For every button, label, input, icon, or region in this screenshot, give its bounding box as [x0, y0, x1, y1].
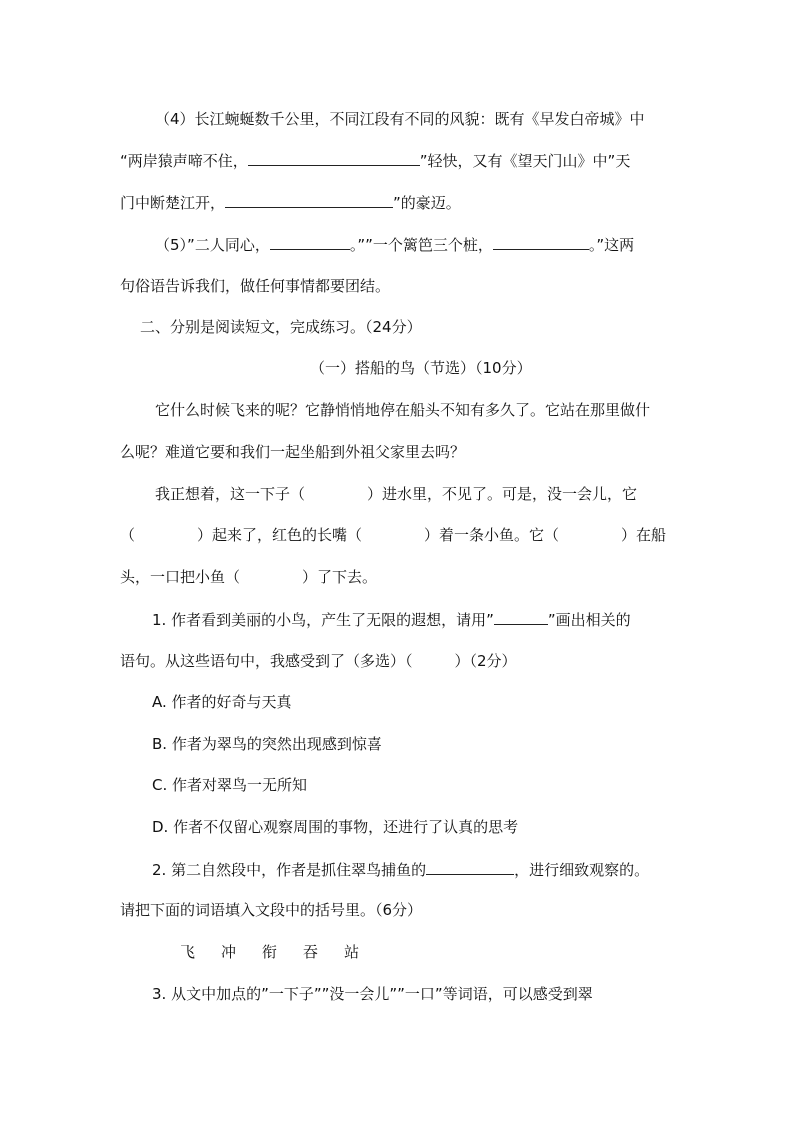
question-3-line-1: 3. 从文中加点的”一下子””没一会儿””一口”等词语，可以感受到翠 — [152, 985, 593, 1003]
answer-blank[interactable] — [493, 234, 589, 250]
q4-line-3-text-a: 门中断楚江开， — [120, 194, 226, 212]
q5-line-1-text-a: （5）”二人同心， — [155, 236, 270, 254]
answer-blank[interactable] — [225, 192, 393, 208]
passage-p1-line-1: 它什么时候飞来的呢？它静悄悄地停在船头不知有多久了。它站在那里做什 — [155, 401, 651, 419]
question-text: 2. 第二自然段中，作者是抓住翠鸟捕鱼的 — [152, 861, 427, 879]
option-c[interactable]: C. 作者对翠鸟一无所知 — [152, 776, 308, 794]
passage-text: ）进水里，不见了。可是，没一会儿，它 — [367, 485, 638, 503]
passage-text: 头，一口把小鱼（ — [120, 568, 241, 586]
passage-p2-line-3 — [120, 567, 377, 587]
word-bank-item: 衔 — [262, 943, 278, 961]
q4-line-2 — [120, 150, 630, 171]
question-text: ”画出相关的 — [547, 611, 631, 629]
q4-line-3-text-b: ”的豪迈。 — [393, 194, 461, 212]
passage-p2-line-1 — [155, 484, 637, 504]
question-text: 语句。从这些语句中，我感受到了（多选）（ — [120, 652, 413, 670]
section-heading: 二、分别是阅读短文，完成练习。（24分） — [140, 318, 422, 336]
q4-line-2-text-a: “两岸猿声啼不住， — [120, 152, 248, 170]
question-text: ，进行细致观察的。 — [514, 861, 650, 879]
q5-line-2: 句俗语告诉我们，做任何事情都要团结。 — [120, 277, 391, 295]
q4-line-2-text-b: ”轻快，又有《望天门山》中”天 — [419, 152, 631, 170]
word-bank-item: 飞 — [180, 943, 196, 961]
question-1-line-1 — [152, 609, 631, 630]
passage-text: ）着一条小鱼。它（ — [424, 526, 560, 544]
option-d[interactable]: D. 作者不仅留心观察周围的事物，还进行了认真的思考 — [152, 818, 519, 836]
answer-blank[interactable] — [426, 859, 514, 875]
passage-text: ）起来了，红色的长嘴（ — [197, 526, 363, 544]
word-bank-item: 冲 — [221, 943, 237, 961]
answer-blank[interactable] — [494, 609, 548, 625]
passage-text: ）了下去。 — [302, 568, 378, 586]
passage-p2-line-2 — [120, 525, 666, 545]
passage-title: （一）搭船的鸟（节选）（10分） — [310, 359, 532, 377]
q4-line-1: （4）长江蜿蜒数千公里，不同江段有不同的风貌：既有《早发白帝城》中 — [155, 110, 645, 128]
q5-line-1 — [155, 234, 634, 255]
answer-blank[interactable] — [248, 150, 420, 166]
option-b[interactable]: B. 作者为翠鸟的突然出现感到惊喜 — [152, 735, 382, 753]
question-1-line-2 — [120, 651, 517, 671]
word-bank-item: 吞 — [303, 943, 319, 961]
q4-line-3 — [120, 192, 461, 213]
answer-blank[interactable] — [270, 234, 350, 250]
word-bank — [180, 942, 359, 962]
question-text: 1. 作者看到美丽的小鸟，产生了无限的遐想，请用” — [152, 611, 494, 629]
passage-text: （ — [120, 526, 136, 544]
question-2-line-2: 请把下面的词语填入文段中的括号里。（6分） — [120, 901, 423, 919]
word-bank-item: 站 — [344, 943, 360, 961]
question-text: ）（2分） — [454, 652, 517, 670]
q5-line-1-text-b: 。””一个篱笆三个桩， — [349, 236, 493, 254]
passage-p1-line-2: 么呢？难道它要和我们一起坐船到外祖父家里去吗？ — [120, 443, 466, 461]
q5-line-1-text-c: 。”这两 — [588, 236, 635, 254]
passage-text: 我正想着，这一下子（ — [155, 485, 306, 503]
question-2-line-1 — [152, 859, 649, 880]
option-a[interactable]: A. 作者的好奇与天真 — [152, 693, 292, 711]
passage-text: ）在船 — [621, 526, 667, 544]
